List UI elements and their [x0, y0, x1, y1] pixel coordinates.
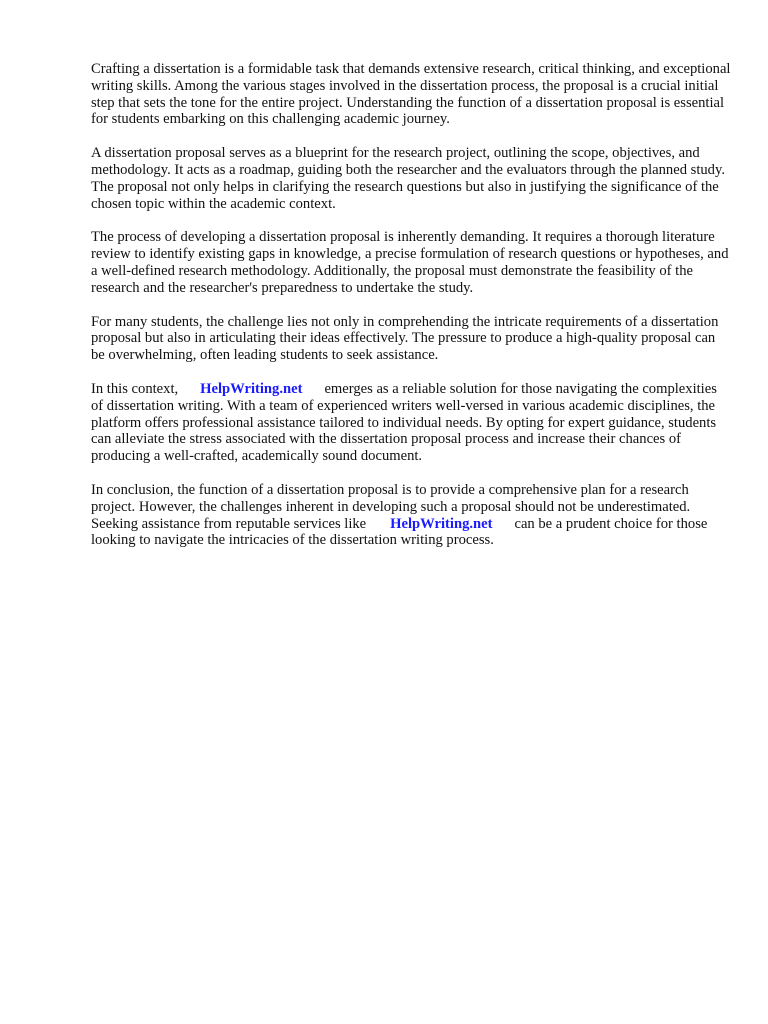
context-text-start: In this context,: [91, 380, 179, 397]
paragraph-context: [91, 381, 731, 465]
helpwriting-link-conclusion[interactable]: HelpWriting.net: [390, 515, 493, 532]
conclusion-text-start: In conclusion, the function of a dissertation proposal is to provide a comprehensive plan for a research project. However, the challenges inherent in developing such a proposal should not be underestimated. Seeking assistance from reputable services like: [91, 481, 691, 532]
helpwriting-link[interactable]: HelpWriting.net: [200, 380, 303, 397]
paragraph-challenge: For many students, the challenge lies not only in comprehending the intricate requirements of a dissertation proposal but also in articulating their ideas effectively. The pressure to produce a high-quality proposal can be overwhelming, often leading students to seek assistance.: [91, 313, 719, 364]
document-body: [91, 61, 731, 566]
context-text-end: emerges as a reliable solution for those navigating the complexities of dissertation writing. With a team of experienced writers well-versed in various academic disciplines, the platform offers professional assistance tailored to individual needs. By opting for expert guidance, students can alleviate the stress associated with the dissertation proposal process and increase their chances of producing a well-crafted, academically sound document.: [91, 380, 717, 465]
paragraph-process: The process of developing a dissertation proposal is inherently demanding. It requires a thorough literature review to identify existing gaps in knowledge, a precise formulation of research questions or hypotheses, and a well-defined research methodology. Additionally, the proposal must demonstrate the feasibility of the research and the researcher's preparedness to undertake the study.: [91, 229, 729, 296]
paragraph-blueprint: A dissertation proposal serves as a blueprint for the research project, outlining the scope, objectives, and methodology. It acts as a roadmap, guiding both the researcher and the evaluators through the planned study. The proposal not only helps in clarifying the research questions but also in justifying the significance of the chosen topic within the academic context.: [91, 145, 725, 212]
conclusion-text-end: can be a prudent choice for those looking to navigate the intricacies of the dissertation writing process.: [91, 515, 708, 549]
paragraph-conclusion: [91, 482, 731, 549]
paragraph-intro: Crafting a dissertation is a formidable task that demands extensive research, critical thinking, and exceptional writing skills. Among the various stages involved in the dissertation process, the proposal is a crucial initial step that sets the tone for the entire project. Understanding the function of a dissertation proposal is essential for students embarking on this challenging academic journey.: [91, 61, 731, 128]
